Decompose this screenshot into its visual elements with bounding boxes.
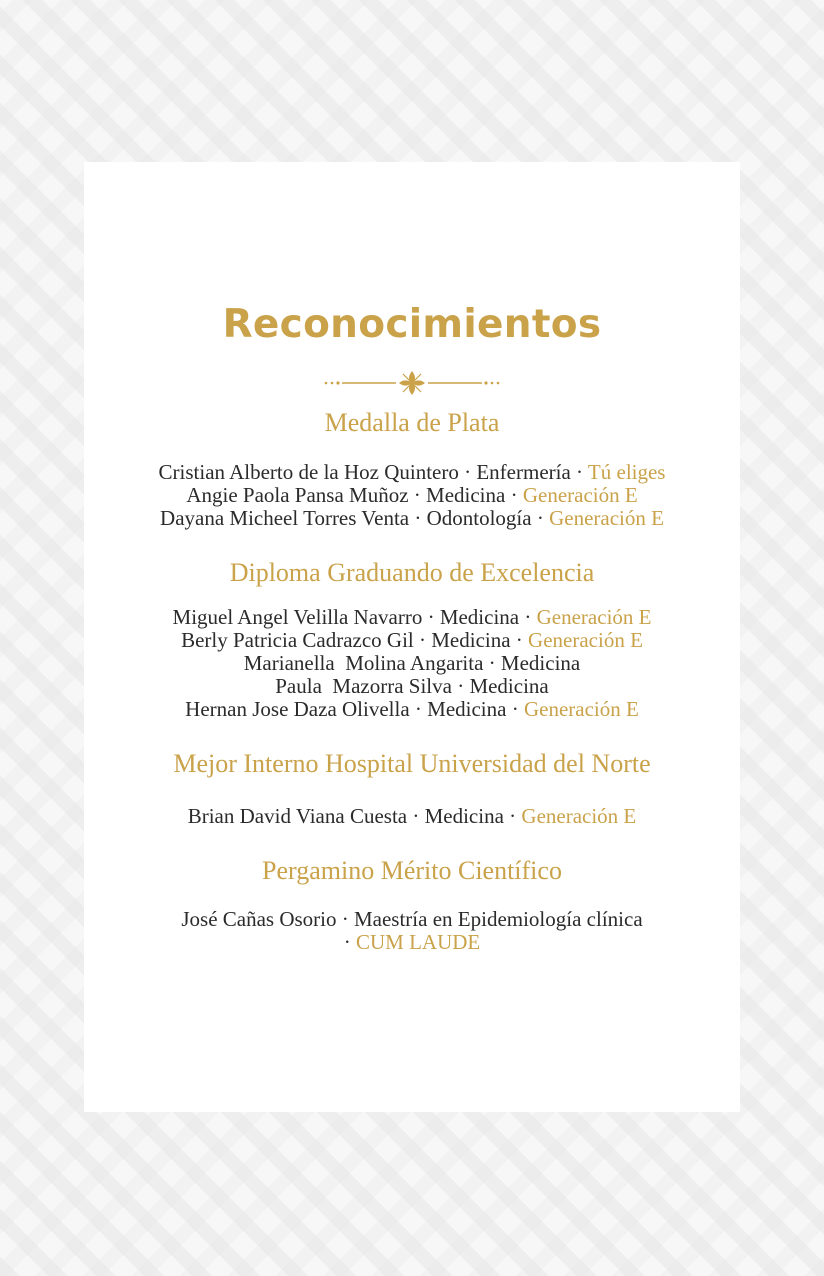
entry-tag: Generación E bbox=[536, 605, 652, 629]
entry-text: Dayana Micheel Torres Venta · Odontología · bbox=[160, 506, 550, 530]
floral-divider-icon bbox=[322, 369, 502, 397]
recognitions-list bbox=[84, 406, 740, 980]
list-item bbox=[84, 931, 740, 954]
list-item bbox=[84, 461, 740, 484]
section-title: Medalla de Plata bbox=[324, 408, 500, 437]
entry-text: Paula Mazorra Silva · Medicina bbox=[275, 674, 549, 698]
section-title: Mejor Interno Hospital Universidad del Norte bbox=[173, 749, 651, 778]
page-title: Reconocimientos bbox=[222, 302, 602, 347]
section-title: Diploma Graduando de Excelencia bbox=[229, 558, 595, 587]
list-item bbox=[84, 484, 740, 507]
list-item bbox=[84, 698, 740, 721]
entry-tag: Generación E bbox=[528, 628, 643, 652]
entries-list bbox=[84, 606, 740, 721]
entry-text: Brian David Viana Cuesta · Medicina · bbox=[187, 804, 522, 828]
entry-text: · bbox=[343, 930, 356, 954]
entry-tag: Tú eliges bbox=[587, 460, 666, 484]
list-item bbox=[84, 606, 740, 629]
entries-list bbox=[84, 805, 740, 828]
entry-text: Hernan Jose Daza Olivella · Medicina · bbox=[185, 697, 524, 721]
entry-tag: Generación E bbox=[521, 804, 637, 828]
entry-text: Angie Paola Pansa Muñoz · Medicina · bbox=[186, 483, 523, 507]
entry-tag: Generación E bbox=[549, 506, 664, 530]
list-item bbox=[84, 507, 740, 530]
section-diploma-excelencia bbox=[84, 556, 740, 721]
entry-tag: CUM LAUDE bbox=[356, 930, 481, 954]
section-pergamino-merito bbox=[84, 854, 740, 954]
entries-list bbox=[84, 461, 740, 530]
entry-tag: Generación E bbox=[522, 483, 638, 507]
list-item bbox=[84, 675, 740, 698]
section-title: Pergamino Mérito Científico bbox=[262, 856, 562, 885]
list-item bbox=[84, 805, 740, 828]
entry-text: Berly Patricia Cadrazco Gil · Medicina · bbox=[181, 628, 529, 652]
entry-tag: Generación E bbox=[523, 697, 639, 721]
content-card bbox=[84, 162, 740, 1112]
list-item bbox=[84, 629, 740, 652]
entry-text: Cristian Alberto de la Hoz Quintero · Enfermería · bbox=[158, 460, 588, 484]
list-item bbox=[84, 652, 740, 675]
entries-list bbox=[84, 908, 740, 954]
entry-text: Miguel Angel Velilla Navarro · Medicina · bbox=[172, 605, 537, 629]
section-mejor-interno bbox=[84, 747, 740, 828]
entry-text: José Cañas Osorio · Maestría en Epidemiología clínica bbox=[181, 907, 643, 931]
list-item bbox=[84, 908, 740, 931]
section-medalla-de-plata bbox=[84, 406, 740, 530]
entry-text: Marianella Molina Angarita · Medicina bbox=[243, 651, 581, 675]
